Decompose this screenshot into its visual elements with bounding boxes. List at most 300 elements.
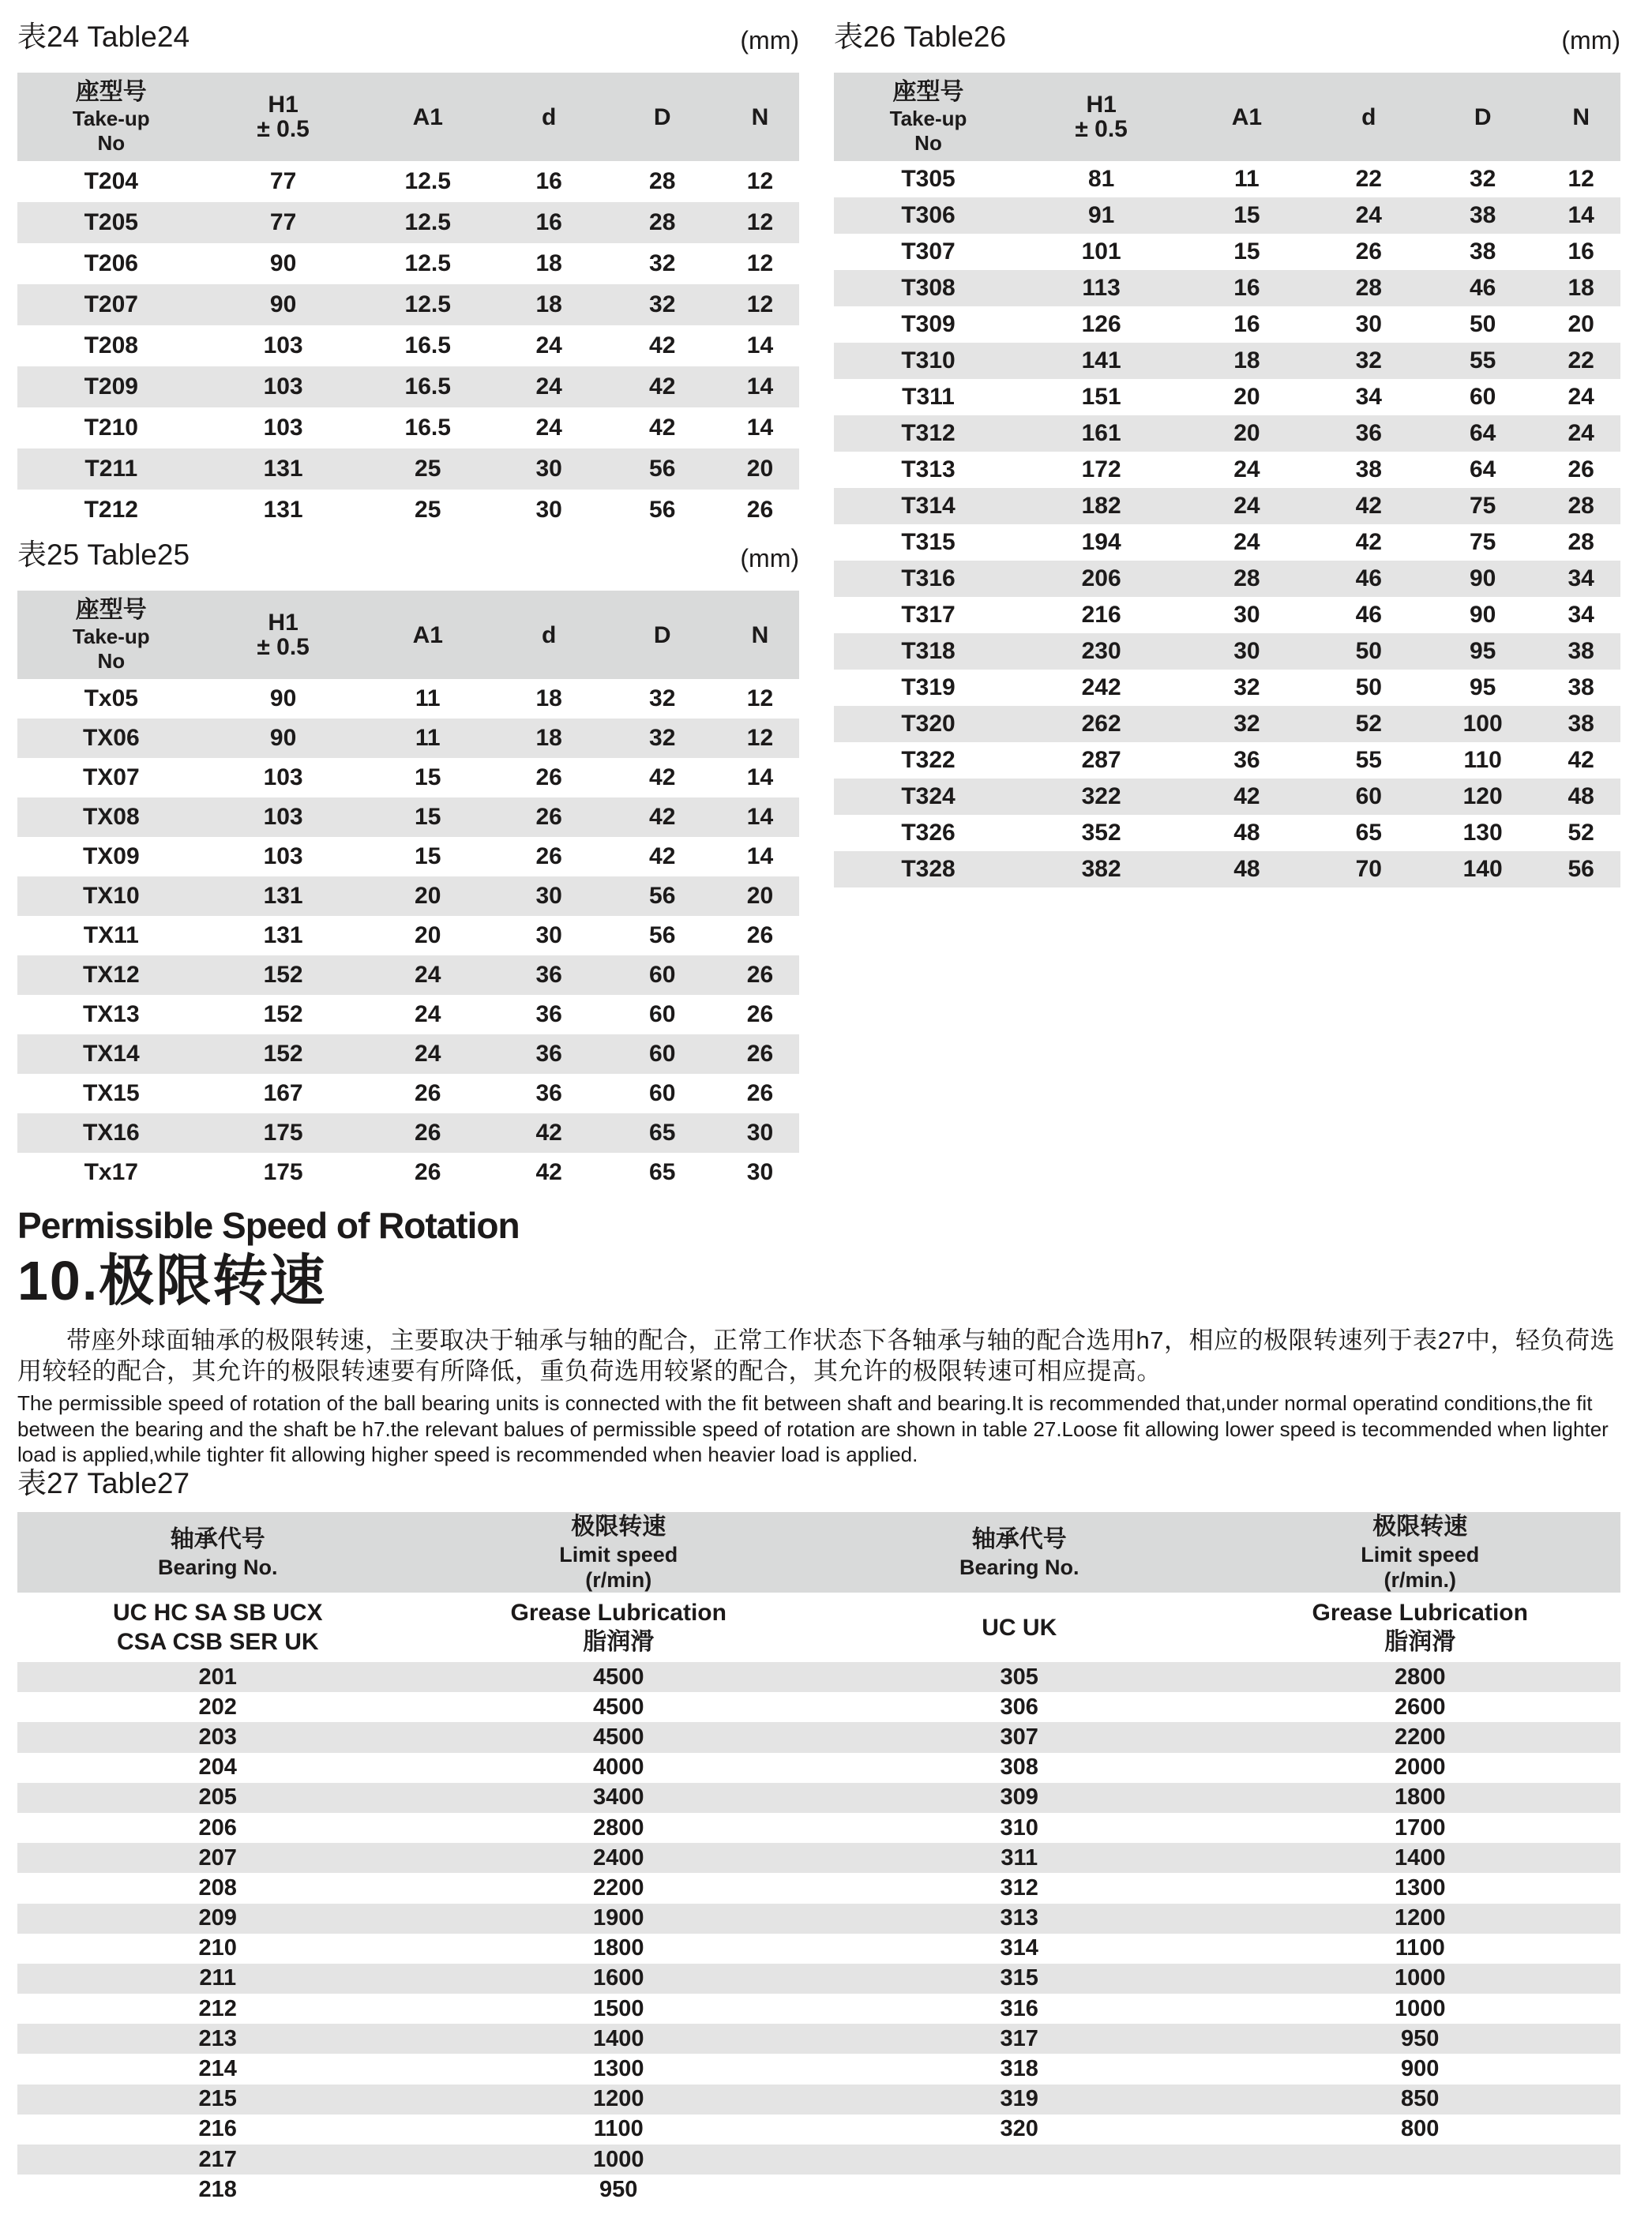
table-cell: 2000 [1394,1754,1446,1781]
table-row [17,2145,1620,2175]
table-cell: 20 [1233,420,1260,446]
col-header-n-label: N [751,621,769,648]
table-cell: 1700 [1394,1814,1446,1841]
table25-caption [17,535,799,573]
table-row [17,325,799,366]
table-cell: 26 [1568,456,1594,482]
table-cell: 175 [263,1120,303,1146]
table-row [17,679,799,719]
table-cell: 16 [1233,275,1260,301]
table-row [17,1994,1620,2024]
table-cell: T322 [901,747,956,773]
table-cell: 90 [1469,565,1496,591]
table-cell: 56 [649,497,676,523]
col-header-takeup-zh: 座型号 [75,597,147,623]
col-header-d-label: d [542,621,557,648]
section-title-en: Permissible Speed of Rotation [17,1205,520,1246]
table-cell: 90 [269,291,297,317]
table-cell: 12 [746,291,774,317]
table-row [834,306,1620,343]
table-cell: 12 [746,250,774,276]
table-row [17,2175,1620,2205]
table-cell: 12 [746,685,774,711]
table-row [17,1964,1620,1994]
table-cell: 24 [1568,384,1594,410]
table26-label: 表26 Table26 [834,21,1007,53]
col-header-takeup-no-line: No [914,131,942,155]
table-cell: 15 [1233,238,1260,265]
table-cell: T208 [84,332,138,358]
col-header-h1-line2: ± 0.5 [257,116,310,142]
table-cell: 103 [263,843,303,869]
col-header-takeup-no [17,591,205,679]
table-cell: 28 [649,209,676,235]
table-cell: 15 [415,804,441,830]
table-cell: T317 [901,602,956,628]
table-cell: 36 [1233,747,1260,773]
table-cell: 207 [198,1844,237,1871]
table24-body [17,161,799,531]
table-cell: 24 [415,1001,441,1027]
table-cell: TX13 [82,1001,140,1027]
table27-label: 表27 Table27 [17,1467,190,1499]
table-row [834,524,1620,561]
col-header-takeup-no [834,73,1023,161]
table-cell: 34 [1568,565,1594,591]
table-cell: 14 [746,373,774,400]
table-row [17,995,799,1034]
col-header-n-label: N [751,103,769,130]
table-row [17,1873,1620,1903]
table-cell: 317 [1000,2025,1038,2051]
table-cell: 20 [1233,384,1260,410]
table-cell: 42 [1355,493,1382,519]
table-cell: 16 [1568,238,1594,265]
section-paragraph-en: The permissible speed of rotation of the ball bearing units is connected with the fit between shaft and bearing.It is recommended that,under normal operatind conditions,the fit between the bearing and the shaft be h7.the relevant balues of permissible speed of rotation are shown in table 27.Loose fit allowing lower speed is tecommended when lighter load is applied,while tighter fit allowing higher speed is recommended when heavier load is applied. [17,1391,1609,1466]
table-cell: 28 [1568,493,1594,519]
table-cell: 32 [1233,674,1260,700]
table-cell: 56 [649,456,676,482]
table-cell: 64 [1469,420,1496,446]
lubrication-left-en: Grease Lubrication [510,1600,727,1626]
speed-section [17,1206,1636,1468]
col-header-bearing-right [819,1512,1220,1593]
table-cell: 24 [415,1041,441,1067]
table-cell: 1000 [1394,1965,1446,1991]
limit-header-en: Limit speed [1361,1543,1480,1567]
lubrication-right-en: Grease Lubrication [1312,1600,1528,1626]
table-cell: 131 [263,922,303,948]
table-cell: 42 [649,332,676,358]
table-row [834,706,1620,742]
table-cell: 1000 [1394,1995,1446,2021]
table-cell: 15 [1233,202,1260,228]
table-cell: TX11 [83,922,139,948]
table-cell: 48 [1568,783,1594,809]
table-row [17,876,799,916]
table-row [834,815,1620,851]
table-cell: 322 [1081,783,1121,809]
table-cell: TX10 [82,883,140,909]
table-cell: 46 [1355,565,1382,591]
lubrication-right-zh: 脂润滑 [1384,1629,1456,1655]
table-row [17,1113,799,1153]
table-row [17,1934,1620,1964]
table-cell: 16.5 [404,332,451,358]
table-cell: 26 [415,1120,441,1146]
table-cell: 36 [535,962,562,988]
col-header-D [603,73,721,161]
col-header-D-label: D [653,621,671,648]
table-cell: 30 [746,1159,774,1185]
col-header-D [1424,73,1541,161]
table-cell: T207 [84,291,138,317]
table-cell: TX08 [82,804,140,830]
table-cell: 26 [535,804,562,830]
col-header-d [494,591,604,679]
col-header-h1 [205,591,362,679]
table-cell: 24 [415,962,441,988]
table-cell: T311 [902,384,955,410]
table-cell: 12.5 [404,250,451,276]
table-cell: 262 [1081,711,1121,737]
table-cell: T204 [84,168,138,194]
col-header-a1-label: A1 [412,103,443,130]
table-cell: 307 [1000,1724,1038,1750]
lubrication-left-zh: 脂润滑 [583,1629,655,1655]
table-cell: 26 [415,1159,441,1185]
table-cell: 12 [746,168,774,194]
table-cell: 50 [1469,311,1496,337]
table-row [834,488,1620,524]
table-cell: TX09 [82,843,140,869]
col-header-limit-left [419,1512,820,1593]
table-cell: 210 [198,1935,237,1961]
table-cell: 46 [1469,275,1496,301]
col-header-takeup-no-line: No [97,649,126,673]
table25-label: 表25 Table25 [17,538,190,571]
table-cell: 1100 [593,2116,644,2142]
table27 [17,1512,1620,2205]
table-row [17,797,799,837]
table-cell: 50 [1355,638,1382,664]
table-row [834,779,1620,815]
table-row [17,1813,1620,1843]
table-cell: 20 [1568,311,1594,337]
table-cell: 950 [1401,2025,1440,2051]
bearing-header-en: Bearing No. [157,1555,278,1579]
table-cell: TX06 [82,725,140,751]
table-row [834,379,1620,415]
col-header-n [721,73,799,161]
table-cell: 131 [263,497,303,523]
table-cell: 4500 [592,1694,644,1720]
table-row [834,343,1620,379]
table-cell: 203 [198,1724,237,1750]
table-cell: T312 [901,420,956,446]
col-header-n [721,591,799,679]
table-cell: 18 [535,685,562,711]
table-cell: 320 [1000,2116,1038,2142]
table-cell: 151 [1081,384,1121,410]
table27-caption [17,1467,1620,1502]
table-cell: 11 [415,685,441,711]
table-row [834,234,1620,270]
table-cell: T309 [901,311,956,337]
col-header-d [1314,73,1424,161]
table-cell: 26 [535,764,562,790]
table-cell: 60 [649,1080,676,1106]
table27-header [17,1512,1620,1662]
table-cell [1220,2175,1621,2205]
table-cell: 65 [649,1159,676,1185]
table-cell: 56 [649,883,676,909]
table-cell: 18 [1568,275,1594,301]
table-cell [819,2175,1220,2205]
table-cell: 36 [535,1041,562,1067]
table-row [17,490,799,531]
table-cell: 1800 [592,1935,644,1961]
table-row [17,161,799,202]
table-cell: 305 [1000,1664,1038,1690]
table-cell: 42 [535,1120,562,1146]
table-cell: 309 [1000,1784,1038,1811]
table-cell: 24 [535,415,562,441]
table-row [17,758,799,797]
table-cell: 65 [649,1120,676,1146]
table-cell: 38 [1568,674,1594,700]
table-cell: T209 [84,373,138,400]
col-header-h1-line1: H1 [268,92,298,118]
table26-header [834,73,1620,161]
limit-header-zh: 极限转速 [1372,1514,1468,1540]
table-cell: 42 [1355,529,1382,555]
table-row [17,2024,1620,2054]
bearing-header-en: Bearing No. [959,1555,1079,1579]
table-cell: 206 [1081,565,1121,591]
table-cell: 16.5 [404,373,451,400]
table-row [834,742,1620,779]
col-header-takeup-zh: 座型号 [892,79,964,105]
table-cell: TX16 [82,1120,140,1146]
table-cell: 218 [198,2176,237,2202]
table-row [17,366,799,407]
table-cell: 81 [1087,166,1115,192]
table-cell: 101 [1081,238,1121,265]
col-header-a1-label: A1 [1231,103,1263,130]
table-cell: 215 [198,2086,237,2112]
table-cell: 217 [198,2146,237,2172]
table-cell: 126 [1081,311,1121,337]
table-cell: 12.5 [404,291,451,317]
series-left-line1: UC HC SA SB UCX [112,1600,323,1626]
col-header-D-label: D [653,103,671,130]
col-header-limit-right [1220,1512,1621,1593]
table-cell: 90 [269,250,297,276]
series-right: UC UK [982,1614,1057,1641]
table-cell: 216 [1081,602,1121,628]
table-cell: T212 [84,497,138,523]
table-cell: 38 [1568,638,1594,664]
table-cell: T211 [84,456,138,482]
table-cell: 25 [415,497,441,523]
table-cell: 206 [198,1814,237,1841]
table-cell: 90 [269,725,297,751]
table-cell: 42 [649,764,676,790]
table-cell: 141 [1081,347,1121,373]
table-cell: T205 [84,209,138,235]
table-cell: 314 [1000,1935,1038,1961]
table24-label: 表24 Table24 [17,21,190,53]
table-cell: 42 [649,373,676,400]
table-row [17,202,799,243]
table-cell: T324 [901,783,956,809]
table-cell: 175 [263,1159,303,1185]
table-cell: 30 [1355,311,1382,337]
table-cell: T307 [901,238,956,265]
table-cell: 24 [1233,493,1260,519]
table-cell: 60 [1355,783,1382,809]
table-cell: 214 [198,2056,237,2082]
table-cell: T316 [901,565,956,591]
table-cell: 310 [1000,1814,1038,1841]
table-cell: Tx17 [84,1159,138,1185]
table-cell: 52 [1355,711,1382,737]
table25-unit-mm: (mm) [740,544,799,572]
section-title-zh: 10.极限转速 [17,1250,327,1312]
table-cell: 77 [269,209,297,235]
table-cell: 306 [1000,1694,1038,1720]
table-cell: 38 [1469,238,1496,265]
table-cell: 75 [1469,529,1496,555]
table-cell: 26 [746,497,774,523]
table-row [834,633,1620,670]
table-cell: 2200 [592,1874,644,1901]
table-cell: T314 [901,493,956,519]
table-cell: 38 [1568,711,1594,737]
table-cell: 75 [1469,493,1496,519]
table-cell [1220,2145,1621,2175]
table-cell: 52 [1568,820,1594,846]
col-header-a1 [362,73,494,161]
table-cell: 1400 [592,2025,644,2051]
table-cell: 24 [1233,456,1260,482]
table-cell: 60 [1469,384,1496,410]
table-row [17,1904,1620,1934]
table-cell: T315 [901,529,956,555]
table-cell: 30 [1233,638,1260,664]
table-row [834,670,1620,706]
col-header-takeup-en: Take-up [72,625,150,648]
table-cell: 70 [1355,856,1382,882]
table-cell: 60 [649,962,676,988]
table-cell: 32 [649,291,676,317]
table-cell: TX14 [82,1041,140,1067]
table-row [17,243,799,284]
table-row [17,955,799,995]
table-cell: 1500 [592,1995,644,2021]
table-cell: 1900 [592,1905,644,1931]
table-cell: 28 [1568,529,1594,555]
table-cell: 103 [263,415,303,441]
limit-header-zh: 极限转速 [571,1514,666,1540]
table-cell: 95 [1469,638,1496,664]
table-cell: 20 [415,883,441,909]
table-row [17,2054,1620,2084]
table-cell: 36 [535,1080,562,1106]
col-header-h1-line1: H1 [1086,92,1117,118]
table-cell: 14 [746,764,774,790]
bearing-header-zh: 轴承代号 [170,1526,265,1552]
col-header-a1 [1180,73,1313,161]
table-cell: T305 [901,166,956,192]
table-cell: 30 [1233,602,1260,628]
subheader-series-left [17,1593,419,1662]
table-cell: 4500 [592,1664,644,1690]
col-header-h1-line2: ± 0.5 [257,634,310,660]
table-row [17,916,799,955]
table-row [17,1662,1620,1692]
table-cell: 24 [535,332,562,358]
table-cell: 18 [535,725,562,751]
table-row [17,2115,1620,2145]
table-cell: 12 [746,725,774,751]
table-cell: 313 [1000,1905,1038,1931]
table-cell: 15 [415,764,441,790]
table-cell: 42 [1233,783,1260,809]
table-cell: 4000 [592,1754,644,1781]
table-row [834,270,1620,306]
table-row [17,1034,799,1074]
table-cell: 316 [1000,1995,1038,2021]
table-cell: 110 [1463,747,1502,773]
table-cell: 950 [599,2176,638,2202]
table-cell: 382 [1081,856,1121,882]
table24-caption [17,17,799,55]
table-cell: 12.5 [404,209,451,235]
table-cell: 26 [746,1001,774,1027]
table-cell: 113 [1082,275,1121,301]
table-cell: 64 [1469,456,1496,482]
table-cell: 32 [1355,347,1382,373]
table-cell: 30 [535,497,562,523]
table-cell: 18 [1233,347,1260,373]
subheader-lubrication-right [1220,1593,1621,1662]
table-cell: 26 [746,1080,774,1106]
table-row [834,161,1620,197]
table-cell: 55 [1469,347,1496,373]
table-cell: 16.5 [404,415,451,441]
table25-body [17,679,799,1192]
table-cell: 167 [263,1080,303,1106]
subheader-lubrication-left [419,1593,820,1662]
table-cell: 14 [746,415,774,441]
table-cell: 140 [1462,856,1503,882]
table-cell: 1200 [1394,1905,1446,1931]
col-header-h1-line1: H1 [268,610,298,636]
table-cell: T320 [901,711,956,737]
col-header-h1 [1023,73,1180,161]
table-cell: 103 [263,332,303,358]
table-cell: 900 [1401,2056,1440,2082]
table-cell: T306 [901,202,956,228]
table-cell: TX15 [82,1080,140,1106]
col-header-takeup-no [17,73,205,161]
table-cell: 20 [746,883,774,909]
table25 [17,591,799,1192]
table-cell: 32 [649,725,676,751]
table-cell: 42 [649,804,676,830]
